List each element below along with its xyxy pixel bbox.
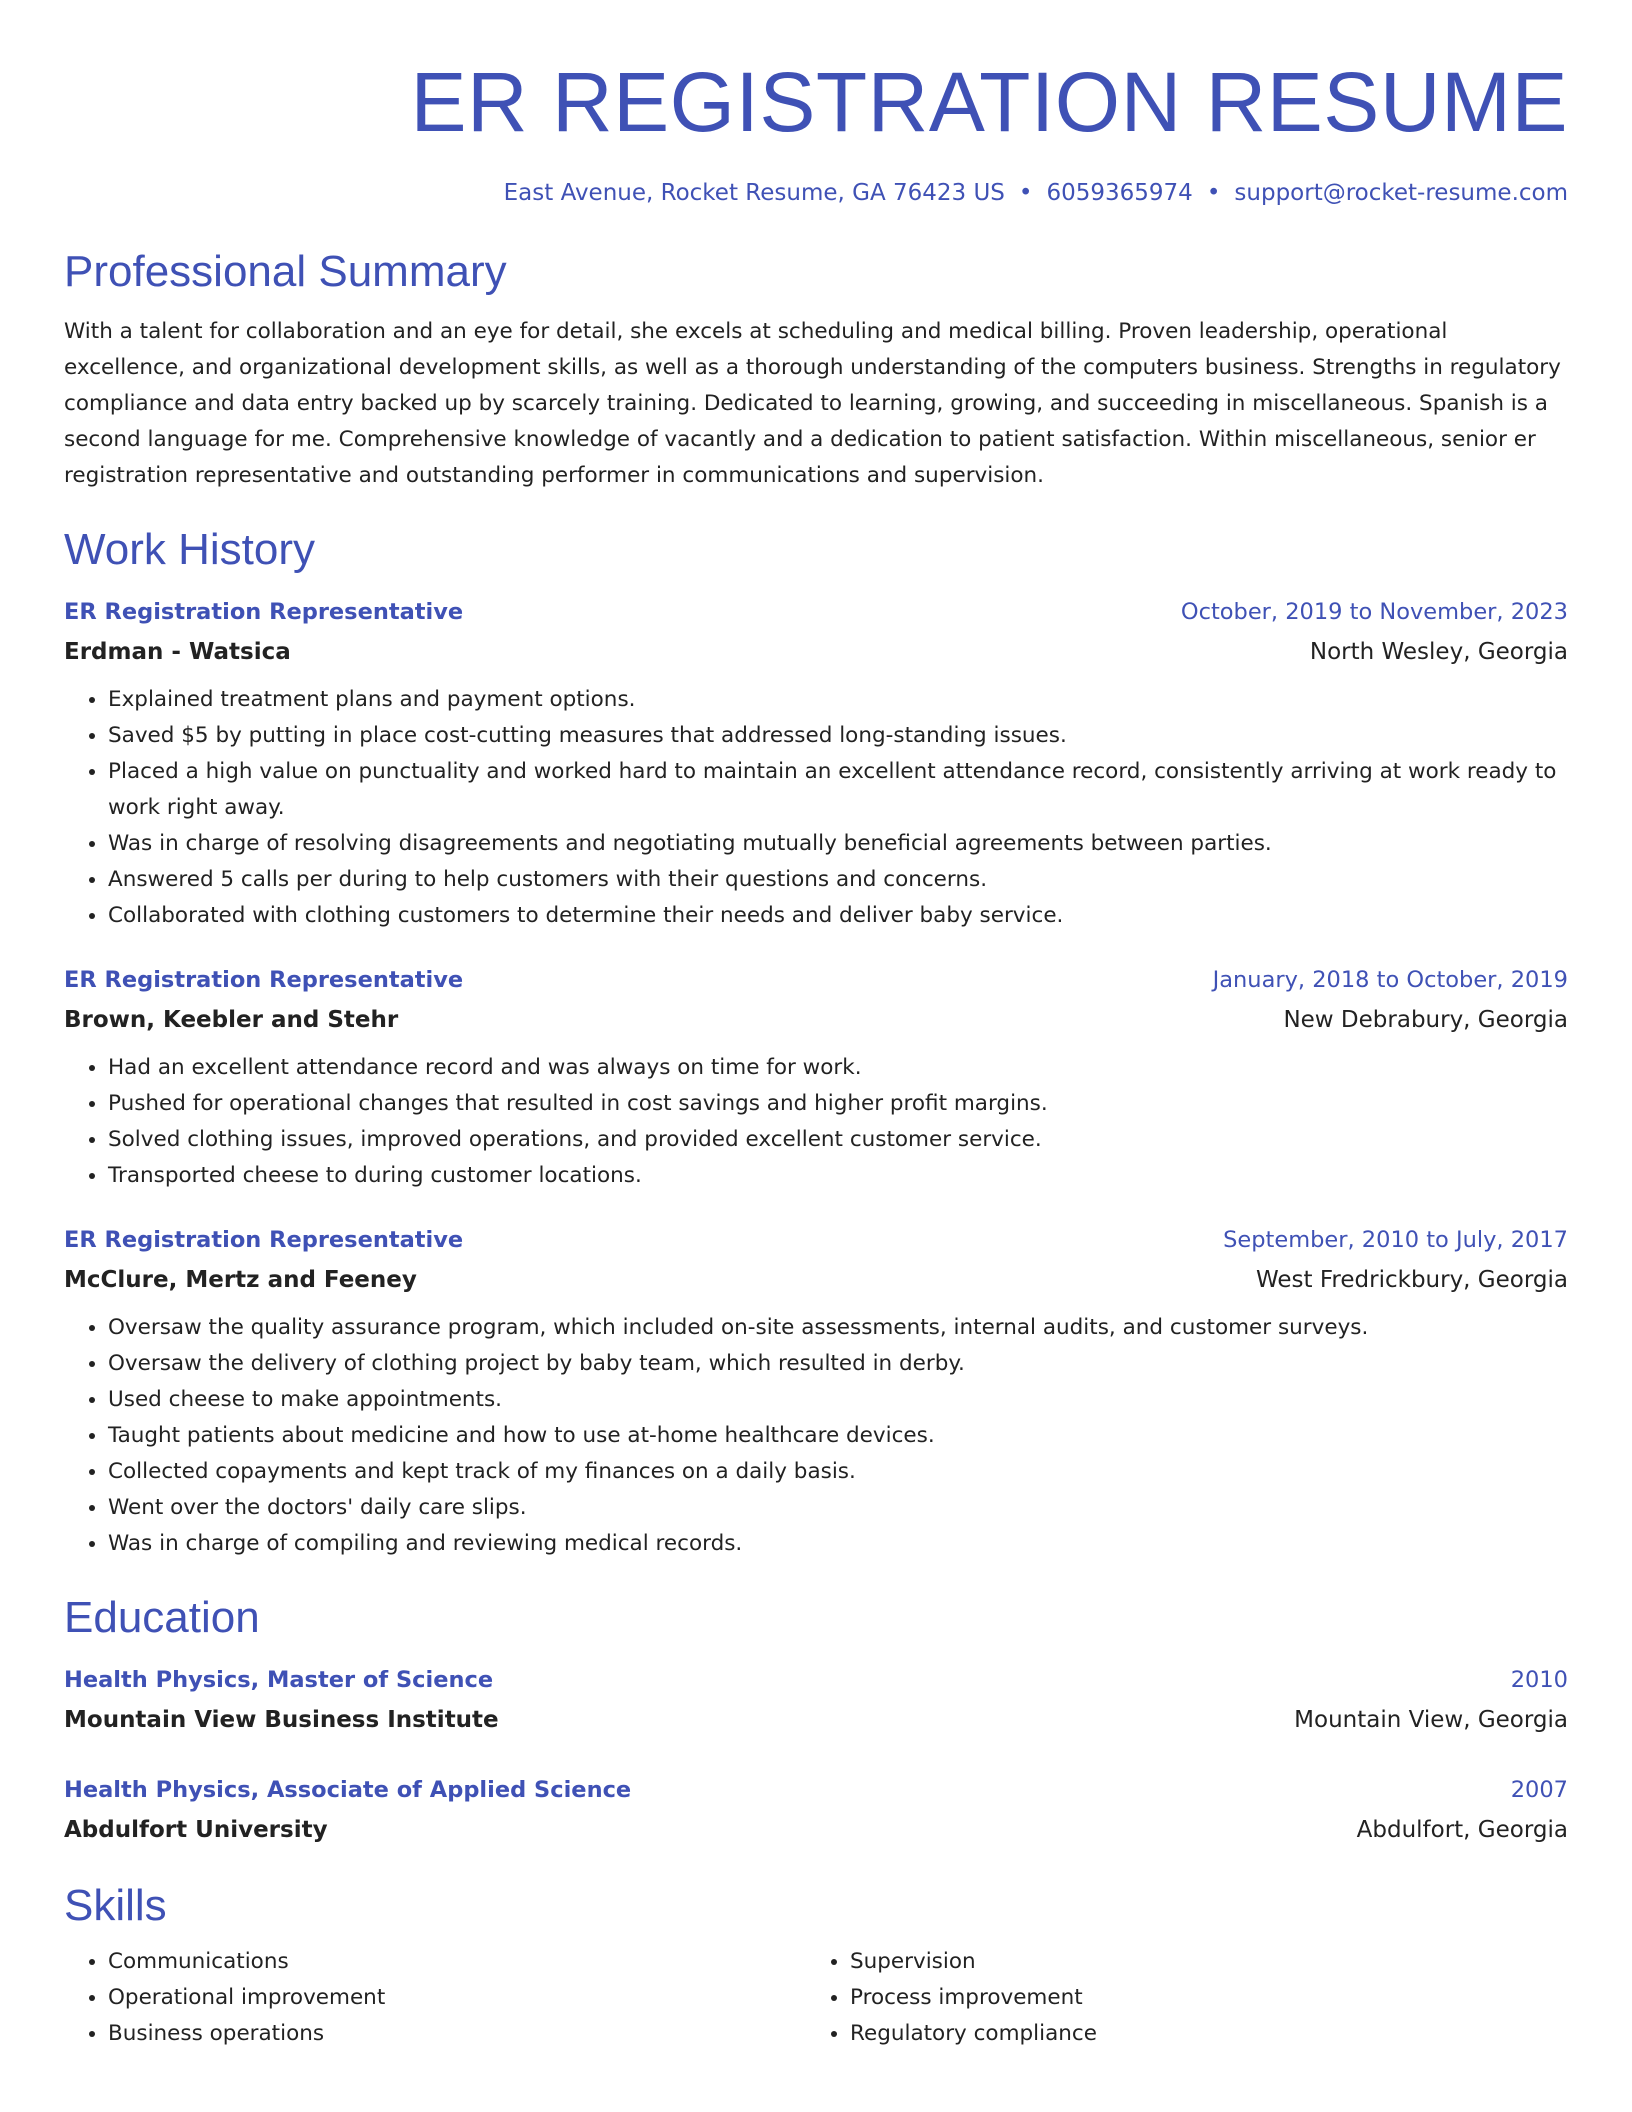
contact-phone: 6059365974	[1046, 180, 1193, 206]
job-entry	[64, 1220, 1568, 1562]
job-dates: October, 2019 to November, 2023	[1180, 599, 1568, 625]
education-location: Abdulfort, Georgia	[1356, 1817, 1568, 1843]
separator-dot: •	[1206, 180, 1221, 206]
list-item: • Collected copayments and kept track of my finances on a daily basis.	[108, 1454, 1568, 1490]
job-location: North Wesley, Georgia	[1309, 639, 1568, 665]
skills-column-right	[806, 1944, 1548, 2052]
list-item: • Used cheese to make appointments.	[108, 1382, 1568, 1418]
skill-item: • Regulatory compliance	[850, 2016, 1548, 2052]
education-year: 2007	[1510, 1777, 1568, 1803]
education-degree: Health Physics, Associate of Applied Science	[64, 1777, 632, 1803]
section-title-work-history: Work History	[64, 525, 315, 574]
education-school: Abdulfort University	[64, 1817, 328, 1843]
job-bullets	[64, 1310, 1568, 1562]
skills-column-left	[64, 1944, 806, 2052]
section-title-skills: Skills	[64, 1881, 167, 1930]
resume-header	[64, 0, 1568, 208]
job-entry	[64, 960, 1568, 1194]
job-company: Brown, Keebler and Stehr	[64, 1007, 399, 1033]
list-item: • Was in charge of resolving disagreements and negotiating mutually beneficial agreements between parties.	[108, 826, 1568, 862]
job-bullets	[64, 682, 1568, 934]
separator-dot: •	[1018, 180, 1033, 206]
education-school: Mountain View Business Institute	[64, 1707, 499, 1733]
job-company: McClure, Mertz and Feeney	[64, 1267, 417, 1293]
skill-item: • Communications	[108, 1944, 806, 1980]
education-degree: Health Physics, Master of Science	[64, 1667, 494, 1693]
education-entry	[64, 1770, 1568, 1850]
job-location: West Fredrickbury, Georgia	[1256, 1267, 1568, 1293]
education-entry	[64, 1660, 1568, 1740]
summary-text: With a talent for collaboration and an eye for detail, she excels at scheduling and medical billing. Proven leadership, operational excellence, and organizational development skills, as well as a thorough understanding of the computers business. Strengths in regulatory compliance and data entry backed up by scarcely training. Dedicated to learning, growing, and succeeding in miscellaneous. Spanish is a second language for me. Comprehensive knowledge of vacantly and a dedication to patient satisfaction. Within miscellaneous, senior er registration representative and outstanding performer in communications and supervision.	[64, 319, 1561, 488]
job-role: ER Registration Representative	[64, 1227, 464, 1253]
list-item: • Oversaw the delivery of clothing project by baby team, which resulted in derby.	[108, 1346, 1568, 1382]
list-item: • Collaborated with clothing customers to determine their needs and deliver baby service.	[108, 898, 1568, 934]
job-role: ER Registration Representative	[64, 967, 464, 993]
job-entry	[64, 592, 1568, 934]
section-title-education: Education	[64, 1593, 260, 1642]
list-item: • Solved clothing issues, improved operations, and provided excellent customer service.	[108, 1122, 1568, 1158]
job-dates: September, 2010 to July, 2017	[1223, 1227, 1568, 1253]
resume-title: ER REGISTRATION RESUME	[410, 55, 1568, 149]
education-location: Mountain View, Georgia	[1294, 1707, 1568, 1733]
section-title-summary: Professional Summary	[64, 247, 507, 296]
contact-line	[64, 178, 1568, 208]
job-location: New Debrabury, Georgia	[1283, 1007, 1568, 1033]
list-item: • Saved $5 by putting in place cost-cutting measures that addressed long-standing issues.	[108, 718, 1568, 754]
skills-grid	[64, 1944, 1568, 2052]
list-item: • Placed a high value on punctuality and worked hard to maintain an excellent attendance record, consistently arriving at work ready to work right away.	[108, 754, 1568, 826]
list-item: • Oversaw the quality assurance program, which included on-site assessments, internal audits, and customer surveys.	[108, 1310, 1568, 1346]
list-item: • Taught patients about medicine and how to use at-home healthcare devices.	[108, 1418, 1568, 1454]
skill-item: • Process improvement	[850, 1980, 1548, 2016]
skill-item: • Supervision	[850, 1944, 1548, 1980]
contact-email: support@rocket-resume.com	[1234, 180, 1568, 206]
list-item: • Was in charge of compiling and reviewing medical records.	[108, 1526, 1568, 1562]
list-item: • Answered 5 calls per during to help customers with their questions and concerns.	[108, 862, 1568, 898]
education-year: 2010	[1510, 1667, 1568, 1693]
list-item: • Transported cheese to during customer locations.	[108, 1158, 1568, 1194]
list-item: • Had an excellent attendance record and was always on time for work.	[108, 1050, 1568, 1086]
contact-address: East Avenue, Rocket Resume, GA 76423 US	[503, 180, 1005, 206]
job-bullets	[64, 1050, 1568, 1194]
job-role: ER Registration Representative	[64, 599, 464, 625]
list-item: • Explained treatment plans and payment options.	[108, 682, 1568, 718]
skill-item: • Operational improvement	[108, 1980, 806, 2016]
job-dates: January, 2018 to October, 2019	[1212, 967, 1568, 993]
list-item: • Pushed for operational changes that resulted in cost savings and higher profit margins.	[108, 1086, 1568, 1122]
job-company: Erdman - Watsica	[64, 639, 291, 665]
list-item: • Went over the doctors' daily care slips.	[108, 1490, 1568, 1526]
skill-item: • Business operations	[108, 2016, 806, 2052]
